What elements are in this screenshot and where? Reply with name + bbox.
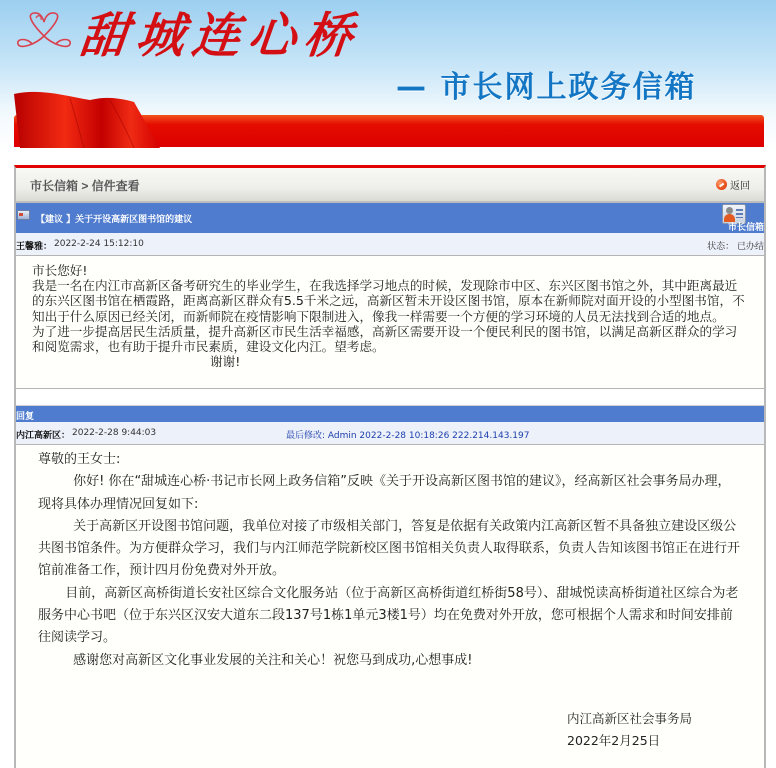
reply-body — [16, 445, 764, 672]
letter-paragraph-1: 我是一名在内江市高新区备考研究生的毕业学生，在我选择学习地点的时候，发现除市中区、东兴区图书馆之外，其中距离最近的东兴区图书馆在栖霞路，距离高新区群众有5.5千米之远，高新区暂未开设区图书馆，原本在新师院对面开设的小型图书馆，不知出于什么原因已经关闭，而新师院在疫情影响下限制进入，像我一样需要一个方便的学习环境的人员无法找到合适的地点。 — [32, 278, 745, 324]
mailbox-label: 市长信箱 — [727, 223, 764, 233]
letter-thanks: 谢谢! — [210, 354, 241, 370]
letter-body — [16, 256, 764, 389]
status-label: 状态： — [707, 242, 735, 252]
site-subtitle: — 市长网上政务信箱 — [396, 70, 697, 105]
reply-header-label: 回复 — [16, 412, 35, 422]
brand-title: 甜城连心桥 — [77, 8, 363, 64]
signature-date: 2022年2月25日 — [567, 732, 661, 748]
letter-author: 王馨雅： — [16, 242, 53, 252]
reply-time: 2022-2-28 9:44:03 — [72, 428, 157, 438]
mail-icon — [17, 210, 30, 220]
reply-paragraph-3: 目前，高新区高桥街道长安社区综合文化服务站（位于高新区高桥街道红桥街58号）、甜城悦读高桥街道社区综合为老服务中心书吧（位于东兴区汉安大道东二段137号1栋1单元3楼1号）均在免费对外开放，您可根据个人需求和时间安排前往阅读学习。 — [38, 585, 739, 646]
back-label: 返回 — [730, 181, 750, 192]
reply-meta — [16, 422, 764, 445]
reply-last-modified: 最后修改: Admin 2022-2-28 10:18:26 222.214.143.197 — [286, 431, 530, 441]
reply-greeting: 尊敬的王女士: — [38, 452, 121, 467]
letter-title: 【建议 】关于开设高新区图书馆的建议 — [36, 215, 193, 225]
reply-paragraph-1: 你好! 你在“甜城连心桥·书记市长网上政务信箱”反映《关于开设高新区图书馆的建议》，经高新区社会事务局办理，现将具体办理情况回复如下: — [38, 474, 731, 512]
back-button[interactable] — [716, 177, 750, 192]
reply-signature — [16, 708, 764, 752]
letter-paragraph-2: 为了进一步提高居民生活质量，提升高新区市民生活幸福感，高新区需要开设一个便民利民的图书馆，以满足高新区群众的学习和阅览需求，也有助于提升市民素质，建设文化内江。望考虑。 — [32, 323, 738, 355]
back-icon — [716, 179, 727, 190]
letter-view-panel — [14, 165, 766, 768]
reply-paragraph-4: 感谢您对高新区文化事业发展的关注和关心！祝您马到成功,心想事成! — [73, 652, 473, 668]
letter-status — [707, 239, 764, 252]
reply-author: 内江高新区： — [16, 431, 71, 441]
signature-org: 内江高新区社会事务局 — [567, 710, 693, 726]
site-banner — [0, 0, 776, 150]
letter-submitted-at: 2022-2-24 15:12:10 — [54, 239, 144, 249]
letter-meta — [16, 233, 764, 256]
reply-header-bar — [16, 406, 764, 422]
heart-logo-icon — [14, 10, 74, 58]
red-flag-icon — [10, 88, 160, 148]
reply-paragraph-2: 关于高新区开设图书馆问题，我单位对接了市级相关部门，答复是依据有关政策内江高新区暂不具备独立建设区级公共图书馆条件。为方便群众学习，我们与内江师范学院新校区图书馆相关负责人取得联系，负责人告知该图书馆正在进行开馆前准备工作，预计四月份免费对外开放。 — [38, 518, 741, 579]
letter-title-bar — [16, 203, 764, 233]
breadcrumb: 市长信箱 > 信件查看 — [30, 179, 140, 193]
status-value: 已办结 — [736, 242, 764, 252]
section-divider — [16, 389, 764, 406]
letter-greeting: 市长您好! — [32, 263, 88, 278]
breadcrumb-bar — [16, 168, 764, 203]
